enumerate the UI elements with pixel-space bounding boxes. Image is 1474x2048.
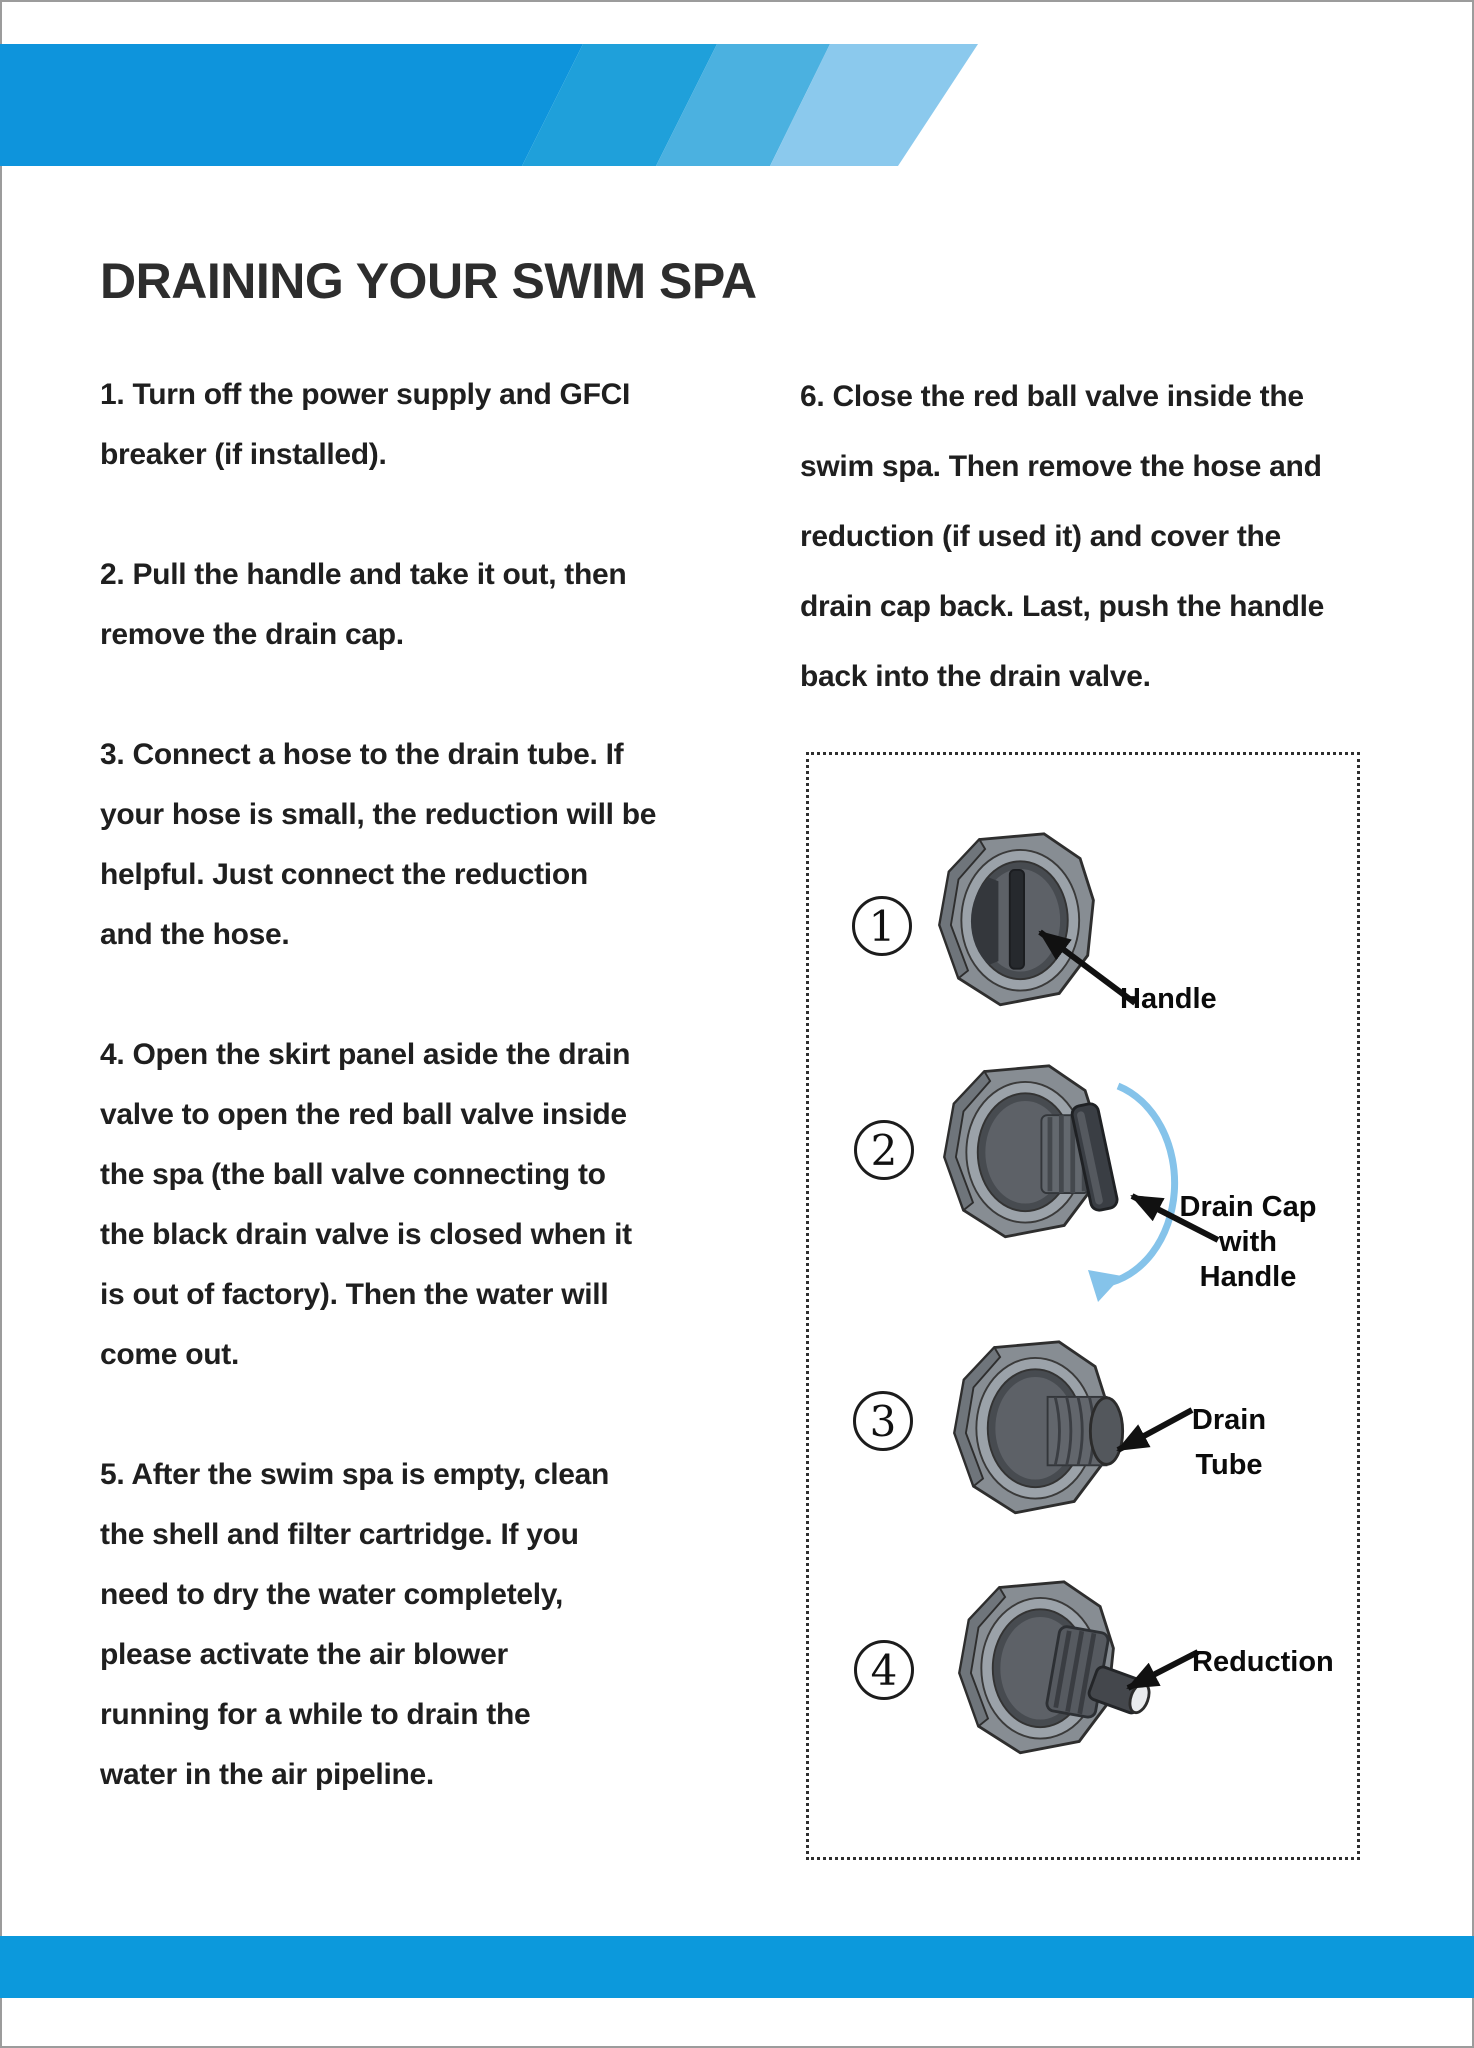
text-line: breaker (if installed). <box>100 438 387 471</box>
text-line: and the hose. <box>100 918 290 951</box>
text-line: the black drain valve is closed when it <box>100 1218 632 1251</box>
figure-label-drain-tube <box>1162 1398 1296 1488</box>
text-line: is out of factory). Then the water will <box>100 1278 609 1311</box>
text-line: running for a while to drain the <box>100 1698 531 1731</box>
text-line: 5. After the swim spa is empty, clean <box>100 1458 610 1491</box>
header-stripes <box>0 0 1474 200</box>
figure-step-number-2: 2 <box>854 1120 914 1180</box>
text-line: Drain <box>1191 1404 1267 1436</box>
valve-illustration-reduction <box>960 1582 1154 1753</box>
figure-step-number-1: 1 <box>852 896 912 956</box>
figure-label-reduction <box>1192 1645 1334 1680</box>
figure-step-number-4: 4 <box>854 1640 914 1700</box>
text-line: the spa (the ball valve connecting to <box>100 1158 606 1191</box>
text-line: 3. Connect a hose to the drain tube. If <box>100 738 624 771</box>
footer-band <box>0 1936 1474 1998</box>
text-line: reduction (if used it) and cover the <box>800 520 1281 553</box>
text-line: back into the drain valve. <box>800 660 1151 693</box>
text-line: please activate the air blower <box>100 1638 508 1671</box>
text-line: 4. Open the skirt panel aside the drain <box>100 1038 631 1071</box>
text-line: Tube <box>1195 1449 1263 1481</box>
step-3-paragraph <box>100 725 656 965</box>
header-stripe-1 <box>0 44 583 166</box>
text-line: remove the drain cap. <box>100 618 404 651</box>
text-line: Handle <box>1199 1261 1297 1293</box>
step-1-paragraph <box>100 365 630 485</box>
text-line: Drain Cap <box>1179 1191 1317 1223</box>
step-5-paragraph <box>100 1445 609 1805</box>
text-line: with <box>1219 1226 1277 1258</box>
valve-illustration-handle <box>940 834 1094 1005</box>
figure-label-handle <box>1120 982 1217 1017</box>
text-line: come out. <box>100 1338 239 1371</box>
step-4-paragraph <box>100 1025 632 1385</box>
text-line: swim spa. Then remove the hose and <box>800 450 1322 483</box>
text-line: need to dry the water completely, <box>100 1578 563 1611</box>
text-line: Reduction <box>1192 1646 1334 1678</box>
page-title: DRAINING YOUR SWIM SPA <box>100 253 757 309</box>
step-6-paragraph <box>800 362 1324 712</box>
figure-label-drain-cap-with-handle <box>1148 1190 1348 1295</box>
text-line: helpful. Just connect the reduction <box>100 858 588 891</box>
text-line: the shell and filter cartridge. If you <box>100 1518 579 1551</box>
step-2-paragraph <box>100 545 626 665</box>
text-line: 1. Turn off the power supply and GFCI <box>100 378 631 411</box>
text-line: water in the air pipeline. <box>100 1758 434 1791</box>
text-line: Handle <box>1120 983 1217 1015</box>
figure-step-number-3: 3 <box>853 1391 913 1451</box>
rotation-arrowhead-icon <box>1088 1270 1122 1302</box>
text-line: 6. Close the red ball valve inside the <box>800 380 1304 413</box>
text-line: valve to open the red ball valve inside <box>100 1098 627 1131</box>
text-line: 2. Pull the handle and take it out, then <box>100 558 627 591</box>
text-line: drain cap back. Last, push the handle <box>800 590 1325 623</box>
valve-illustration-drain-cap <box>945 1066 1119 1237</box>
valve-illustration-drain-tube <box>955 1342 1123 1513</box>
arrow-to-reduction <box>1128 1652 1198 1688</box>
text-line: your hose is small, the reduction will be <box>100 798 657 831</box>
